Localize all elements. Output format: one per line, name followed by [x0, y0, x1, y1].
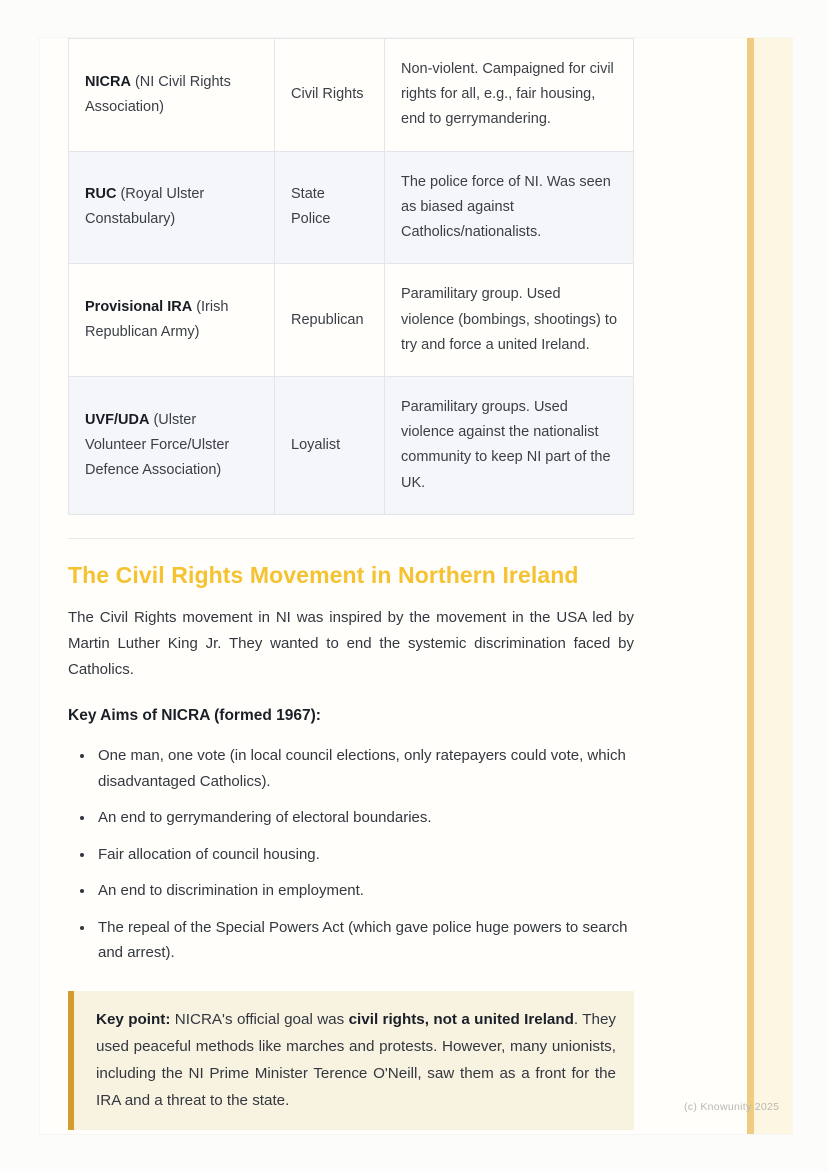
type-cell: Republican [275, 264, 385, 377]
key-point-text [96, 1006, 616, 1114]
organisations-table [68, 38, 634, 515]
key-point-label: Key point: [96, 1010, 171, 1028]
org-detail: (Royal Ulster Constabulary) [85, 186, 205, 228]
org-detail: (Irish Republican Army) [85, 298, 229, 341]
org-cell [69, 264, 275, 377]
description-cell: Paramilitary group. Used violence (bombings, shootings) to try and force a united Ireland. [385, 264, 634, 377]
table-row [69, 376, 634, 514]
org-detail: (NI Civil Rights Association) [85, 73, 231, 115]
org-name: UVF/UDA [85, 411, 150, 428]
list-item: • An end to gerrymandering of electoral boundaries. [95, 805, 634, 831]
table-row [69, 151, 634, 264]
table-row [69, 264, 634, 377]
list-item: • One man, one vote (in local council elections, only ratepayers could vote, which disadvantaged Catholics). [95, 743, 634, 794]
description-cell: Non-violent. Campaigned for civil rights for all, e.g., fair housing, end to gerrymandering. [385, 39, 634, 152]
type-cell: Loyalist [275, 376, 385, 514]
page-content [68, 38, 634, 1130]
table-row [69, 39, 634, 152]
key-aims-heading: Key Aims of NICRA (formed 1967): [68, 707, 321, 725]
org-name: RUC [85, 186, 117, 203]
org-cell [69, 39, 275, 152]
document-page [40, 38, 792, 1134]
list-item: • An end to discrimination in employment. [95, 878, 634, 904]
section-divider [68, 538, 634, 539]
section-heading: The Civil Rights Movement in Northern Ireland [68, 561, 579, 588]
type-cell: Civil Rights [275, 39, 385, 152]
copyright-watermark: (c) Knowunity 2025 [684, 1101, 780, 1113]
description-cell: Paramilitary groups. Used violence against the nationalist community to keep NI part of the UK. [385, 376, 634, 514]
description-cell: The police force of NI. Was seen as biased against Catholics/nationalists. [385, 151, 634, 264]
key-point-segment: NICRA's official goal was [170, 1010, 349, 1028]
org-cell [69, 151, 275, 264]
org-name: Provisional IRA [85, 298, 193, 315]
key-aims-list [68, 743, 634, 966]
key-point-callout [68, 991, 634, 1130]
right-cream-band [754, 38, 792, 1134]
key-point-bold-phrase: civil rights, not a united Ireland [348, 1010, 574, 1028]
type-cell: State Police [275, 151, 385, 264]
org-detail: (Ulster Volunteer Force/Ulster Defence Association) [85, 411, 230, 479]
org-name: NICRA [85, 73, 131, 90]
key-point-segment: . They used peaceful methods like marches and protests. However, many unionists, including the NI Prime Minister Terence O'Neill, saw them as a front for the IRA and a threat to the state. [96, 1010, 617, 1109]
list-item: • The repeal of the Special Powers Act (which gave police huge powers to search and arrest). [95, 915, 634, 966]
org-cell [69, 376, 275, 514]
intro-paragraph: The Civil Rights movement in NI was inspired by the movement in the USA led by Martin Luther King Jr. They wanted to end the systemic discrimination faced by Catholics. [68, 608, 634, 679]
list-item: • Fair allocation of council housing. [95, 842, 634, 868]
right-gold-stripe [747, 38, 754, 1134]
